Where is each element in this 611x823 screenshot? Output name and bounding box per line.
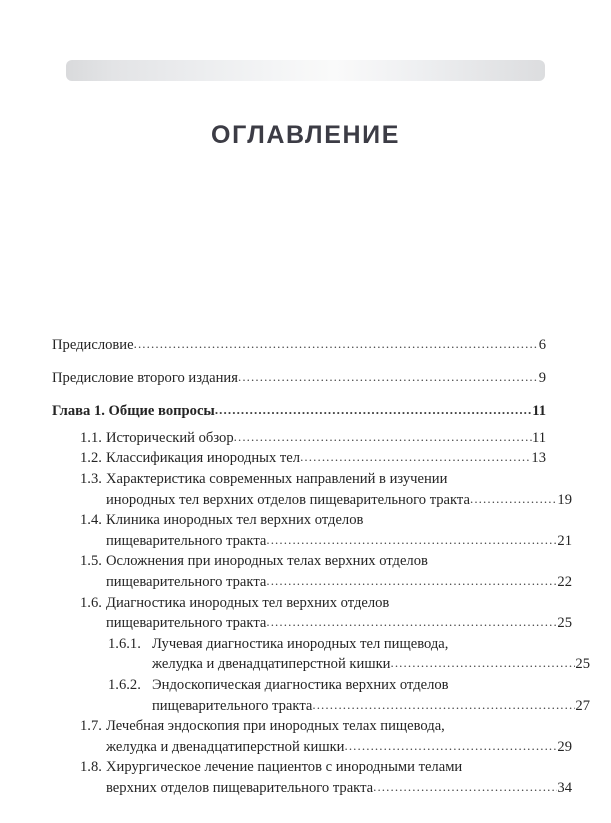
toc-entry-line (80, 551, 546, 572)
table-of-contents (52, 335, 590, 798)
toc-page-number: 13 (531, 450, 546, 467)
toc-entry-label: Эндоскопическая диагностика верхних отделов (152, 676, 449, 693)
toc-entry-label: Лучевая диагностика инородных тел пищевода, (152, 635, 449, 652)
toc-entry-label: Осложнения при инородных телах верхних отделов (106, 553, 428, 570)
toc-entry-line (52, 368, 546, 389)
toc-entry-line (80, 490, 572, 511)
toc-entry-line (80, 469, 546, 490)
header-decoration-band (66, 60, 545, 81)
toc-entry[interactable] (52, 428, 546, 449)
toc-entry-line (80, 716, 546, 737)
toc-entry-label: Предисловие (52, 337, 134, 353)
toc-entry-label: инородных тел верхних отделов пищеварительного тракта (106, 491, 470, 508)
toc-entry-line (80, 510, 546, 531)
toc-entry-number: 1.4. (80, 512, 102, 529)
toc-entry-line (80, 778, 572, 799)
toc-entry-number: 1.6. (80, 594, 102, 611)
toc-page-number: 11 (532, 403, 546, 420)
toc-entry-label: пищеварительного тракта (106, 532, 267, 549)
toc-dot-leader (266, 612, 557, 633)
toc-entry-line (108, 675, 546, 696)
toc-entry-line (108, 654, 590, 675)
toc-page-number: 9 (538, 370, 546, 387)
toc-dot-leader (470, 489, 557, 510)
toc-entry-label: пищеварительного тракта (106, 615, 267, 632)
toc-entry-number: 1.6.1. (108, 635, 141, 652)
toc-entry-line (80, 428, 546, 449)
toc-page-number: 6 (538, 337, 546, 353)
toc-dot-leader (134, 334, 539, 355)
page-title: ОГЛАВЛЕНИЕ (211, 120, 400, 149)
toc-dot-leader (312, 695, 575, 716)
toc-entry-line (80, 757, 546, 778)
toc-entry-label: Глава 1. Общие вопросы (52, 403, 215, 420)
toc-entry[interactable] (52, 335, 546, 356)
toc-entry-number: 1.7. (80, 718, 102, 735)
toc-page-number: 19 (557, 491, 572, 508)
toc-page-number: 25 (575, 656, 590, 673)
toc-entry[interactable] (52, 401, 546, 422)
toc-page-number: 25 (557, 615, 572, 632)
toc-page-number: 22 (557, 573, 572, 590)
toc-entry-number: 1.2. (80, 450, 102, 467)
toc-page-number: 11 (531, 429, 546, 446)
toc-entry-line (108, 634, 546, 655)
toc-entry-number: 1.5. (80, 553, 102, 570)
toc-dot-leader (215, 400, 532, 421)
toc-dot-leader (266, 530, 557, 551)
toc-entry-label: Характеристика современных направлений в изучении (106, 470, 448, 487)
toc-entry-label: Хирургическое лечение пациентов с инородными телами (106, 759, 463, 776)
toc-dot-leader (238, 367, 539, 388)
toc-page-number: 21 (557, 532, 572, 549)
toc-entry[interactable] (52, 757, 572, 798)
toc-entry[interactable] (52, 675, 590, 716)
toc-dot-leader (234, 427, 532, 448)
toc-entry-line (52, 401, 546, 422)
toc-page-number: 27 (575, 697, 590, 714)
toc-entry[interactable] (52, 368, 546, 389)
toc-entry-line (52, 335, 546, 356)
toc-entry[interactable] (52, 593, 572, 634)
toc-dot-leader (373, 777, 557, 798)
toc-dot-leader (300, 447, 531, 468)
toc-entry-label: верхних отделов пищеварительного тракта (106, 779, 374, 796)
toc-entry-label: пищеварительного тракта (106, 573, 267, 590)
toc-entry-line (80, 593, 546, 614)
toc-entry-label: Классификация инородных тел (106, 450, 301, 467)
toc-entry-label: Диагностика инородных тел верхних отделов (106, 594, 390, 611)
toc-entry-label: желудка и двенадцатиперстной кишки (152, 656, 391, 673)
toc-entry-line (80, 572, 572, 593)
toc-entry-number: 1.1. (80, 429, 102, 446)
toc-entry-line (80, 613, 572, 634)
toc-entry-label: Исторический обзор (106, 429, 234, 446)
toc-entry-line (80, 737, 572, 758)
toc-entry-number: 1.6.2. (108, 676, 141, 693)
toc-entry[interactable] (52, 634, 590, 675)
toc-entry[interactable] (52, 551, 572, 592)
toc-dot-leader (344, 736, 557, 757)
toc-entry-label: Предисловие второго издания (52, 370, 238, 387)
toc-dot-leader (390, 653, 575, 674)
toc-entry-label: желудка и двенадцатиперстной кишки (106, 738, 345, 755)
toc-page-number: 34 (557, 779, 572, 796)
toc-entry-line (80, 448, 546, 469)
toc-dot-leader (266, 571, 557, 592)
toc-entry-number: 1.3. (80, 470, 102, 487)
toc-entry-label: Клиника инородных тел верхних отделов (106, 512, 364, 529)
toc-entry[interactable] (52, 469, 572, 510)
toc-page-number: 29 (557, 738, 572, 755)
toc-entry-line (80, 531, 572, 552)
toc-entry[interactable] (52, 448, 546, 469)
toc-entry-line (108, 696, 590, 717)
toc-entry[interactable] (52, 716, 572, 757)
toc-entry-label: пищеварительного тракта (152, 697, 313, 714)
toc-entry-number: 1.8. (80, 759, 102, 776)
toc-entry[interactable] (52, 510, 572, 551)
toc-entry-label: Лечебная эндоскопия при инородных телах пищевода, (106, 718, 445, 735)
